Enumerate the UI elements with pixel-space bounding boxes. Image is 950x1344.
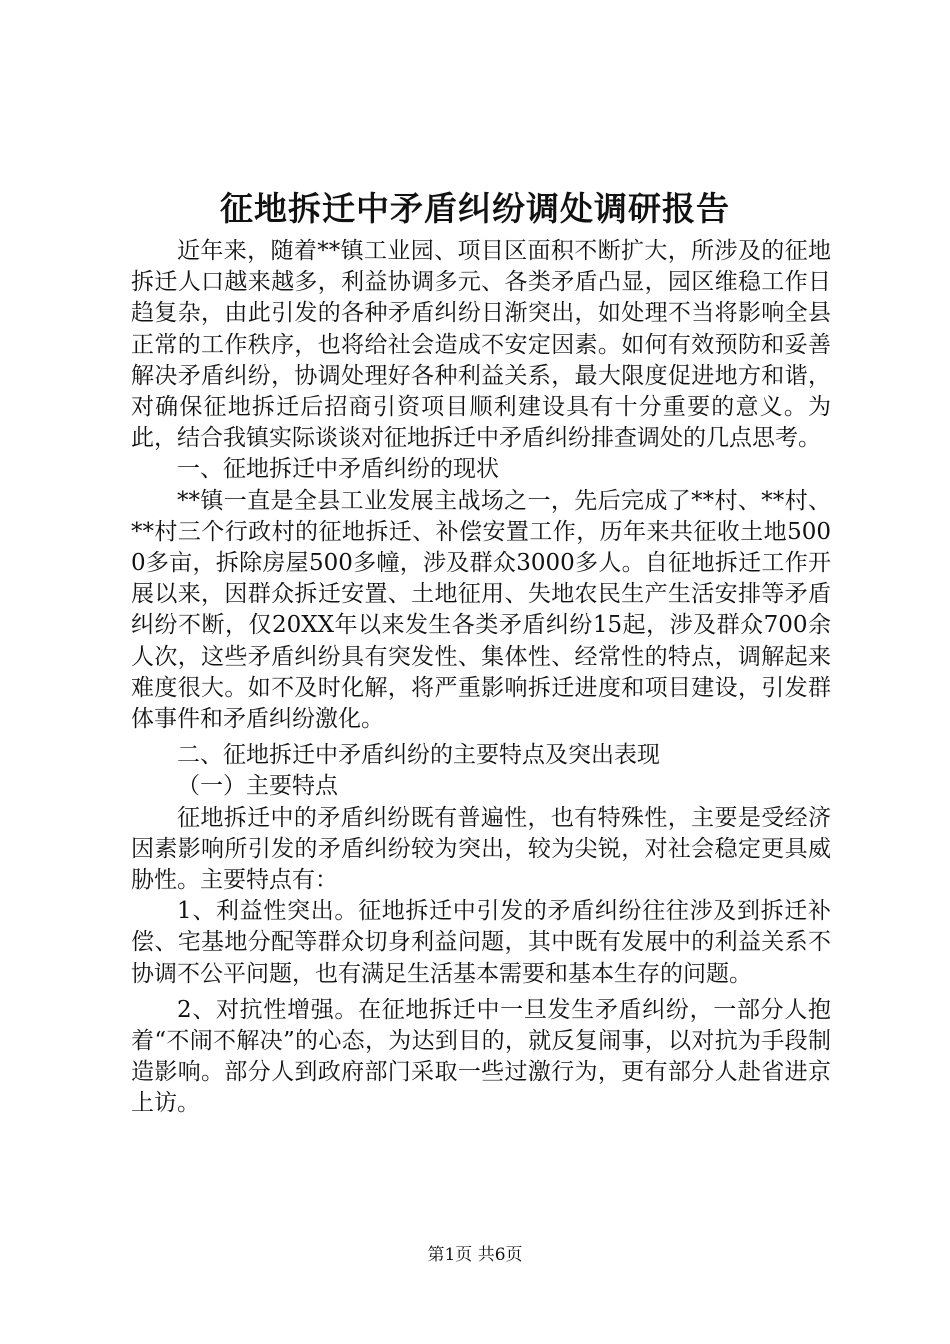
page-number-footer: 第1页 共6页 [427,1245,523,1265]
status-paragraph: **镇一直是全县工业发展主战场之一，先后完成了**村、**村、**村三个行政村的征地拆迁、补偿安置工作，历年来共征收土地5000多亩，拆除房屋500多幢，涉及群众3000多人。自征地拆迁工作开展以来，因群众拆迁安置、土地征用、失地农民生产生活安排等矛盾纠纷不断，仅20XX年以来发生各类矛盾纠纷15起，涉及群众700余人次，这些矛盾纠纷具有突发性、集体性、经常性的特点，调解起来难度很大。如不及时化解，将严重影响拆迁进度和项目建设，引发群体事件和矛盾纠纷激化。 [131,487,831,733]
document-title: 征地拆迁中矛盾纠纷调处调研报告 [220,189,730,228]
section-heading-2: 二、征地拆迁中矛盾纠纷的主要特点及突出表现 [177,742,660,769]
section-heading-1: 一、征地拆迁中矛盾纠纷的现状 [177,456,499,483]
intro-paragraph: 近年来，随着**镇工业园、项目区面积不断扩大，所涉及的征地拆迁人口越来越多，利益协调多元、各类矛盾凸显，园区维稳工作日趋复杂，由此引发的各种矛盾纠纷日渐突出，如处理不当将影响全县正常的工作秩序，也将给社会造成不安定因素。如何有效预防和妥善解决矛盾纠纷，协调处理好各种利益关系，最大限度促进地方和谐，对确保征地拆迁后招商引资项目顺利建设具有十分重要的意义。为此，结合我镇实际谈谈对征地拆迁中矛盾纠纷排查调处的几点思考。 [131,238,831,452]
features-paragraph: 征地拆迁中的矛盾纠纷既有普遍性，也有特殊性，主要是受经济因素影响所引发的矛盾纠纷较为突出，较为尖锐，对社会稳定更具威胁性。主要特点有： [131,804,831,894]
document-body [131,236,831,1120]
feature-item-2: 2、对抗性增强。在征地拆迁中一旦发生矛盾纠纷，一部分人抱着“不闹不解决”的心态，为达到目的，就反复闹事，以对抗为手段制造影响。部分人到政府部门采取一些过激行为，更有部分人赴省进京上访。 [131,996,831,1117]
subsection-heading-1: （一）主要特点 [177,773,338,800]
feature-item-1: 1、利益性突出。征地拆迁中引发的矛盾纠纷往往涉及到拆迁补偿、宅基地分配等群众切身利益问题，其中既有发展中的利益关系不协调不公平问题，也有满足生活基本需要和基本生存的问题。 [131,898,831,987]
